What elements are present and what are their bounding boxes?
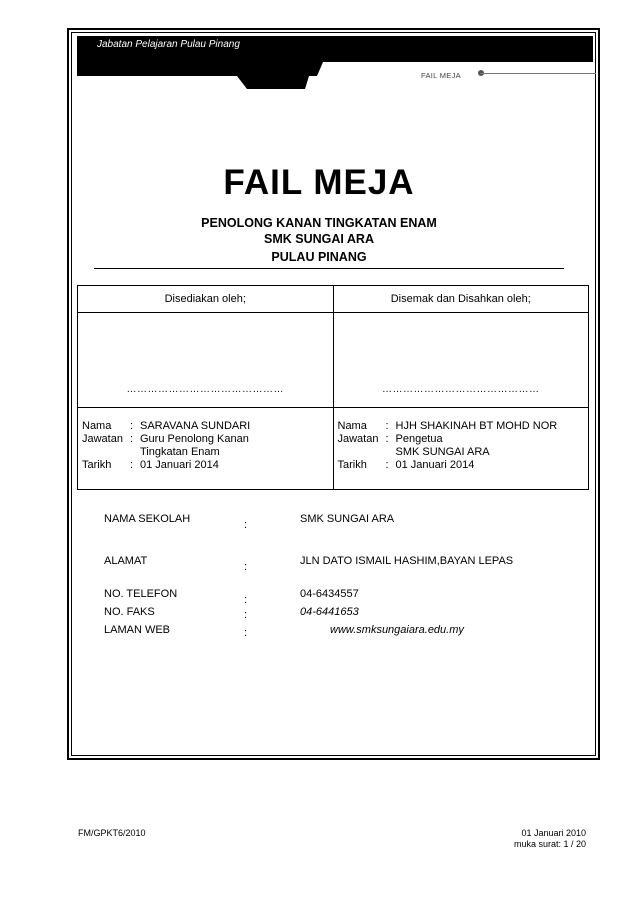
fax-value: 04-6441653: [300, 606, 359, 618]
website-label: LAMAN WEB: [104, 624, 171, 636]
info-row: [82, 446, 328, 459]
approved-signature-area: [333, 313, 589, 408]
header-swoosh-shape: [77, 56, 593, 111]
prepared-by-info: [78, 408, 334, 490]
preparer-date: 01 Januari 2014: [140, 459, 219, 471]
info-row: [82, 433, 328, 446]
phone-label: NO. TELEFON: [104, 588, 178, 600]
detail-row-phone: [104, 588, 564, 604]
colon: :: [130, 433, 134, 445]
approver-position-cont: SMK SUNGAI ARA: [395, 446, 490, 458]
subtitle-state: PULAU PINANG: [271, 250, 367, 264]
position-label: Jawatan: [82, 433, 123, 445]
header-banner: [77, 36, 593, 110]
info-row: [338, 446, 584, 459]
approver-name: HJH SHAKINAH BT MOHD NOR: [395, 420, 558, 432]
detail-row-website: [104, 624, 564, 640]
approved-by-heading: Disemak dan Disahkan oleh;: [333, 286, 589, 313]
date-label: Tarikh: [82, 459, 112, 471]
header-tag-line: [480, 73, 596, 74]
title-divider: [94, 268, 564, 269]
school-name-label: NAMA SEKOLAH: [104, 513, 191, 525]
document-title: FAIL MEJA: [223, 163, 415, 202]
footer-meta: [478, 828, 586, 850]
approved-by-info: [333, 408, 589, 490]
signature-table: [77, 285, 589, 490]
colon: :: [244, 627, 248, 639]
approver-date: 01 Januari 2014: [395, 459, 475, 471]
colon: :: [130, 459, 134, 471]
approved-signature-line: ………………………………………: [382, 384, 540, 395]
department-name: Jabatan Pelajaran Pulau Pinang: [97, 39, 240, 50]
prepared-signature-line: ………………………………………: [126, 384, 284, 395]
colon: :: [130, 420, 134, 432]
preparer-name: SARAVANA SUNDARI: [140, 420, 251, 432]
website-link[interactable]: www.smksungaiara.edu.my: [330, 624, 464, 636]
colon: :: [244, 609, 248, 621]
prepared-by-heading: Disediakan oleh;: [78, 286, 334, 313]
prepared-signature-area: [78, 313, 334, 408]
fax-label: NO. FAKS: [104, 606, 155, 618]
preparer-position: Guru Penolong Kanan: [140, 433, 249, 445]
colon: :: [385, 433, 389, 445]
footer-date: 01 Januari 2010: [521, 828, 586, 838]
address-value: JLN DATO ISMAIL HASHIM,BAYAN LEPAS: [300, 555, 514, 567]
form-code: FM/GPKT6/2010: [78, 828, 146, 838]
colon: :: [385, 459, 389, 471]
detail-row-school: [104, 513, 564, 529]
school-name-value: SMK SUNGAI ARA: [300, 513, 395, 525]
info-row: [338, 433, 584, 446]
detail-row-fax: [104, 606, 564, 622]
info-row: [338, 420, 584, 433]
colon: :: [244, 561, 248, 573]
name-label: Nama: [82, 420, 112, 432]
colon: :: [244, 519, 248, 531]
phone-value: 04-6434557: [300, 588, 359, 600]
colon: :: [385, 420, 389, 432]
date-label: Tarikh: [337, 459, 367, 471]
approver-position: Pengetua: [395, 433, 443, 445]
address-label: ALAMAT: [104, 555, 148, 567]
info-row: [338, 459, 584, 472]
info-row: [82, 459, 328, 472]
preparer-position-cont: Tingkatan Enam: [140, 446, 220, 458]
name-label: Nama: [337, 420, 367, 432]
info-row: [82, 420, 328, 433]
position-label: Jawatan: [337, 433, 379, 445]
colon: :: [244, 594, 248, 606]
detail-row-address: [104, 555, 564, 571]
header-file-tag: FAIL MEJA: [421, 71, 461, 80]
subtitle-role: PENOLONG KANAN TINGKATAN ENAM: [201, 216, 437, 230]
subtitle-school: SMK SUNGAI ARA: [264, 232, 374, 246]
page-number: muka surat: 1 / 20: [513, 839, 586, 849]
